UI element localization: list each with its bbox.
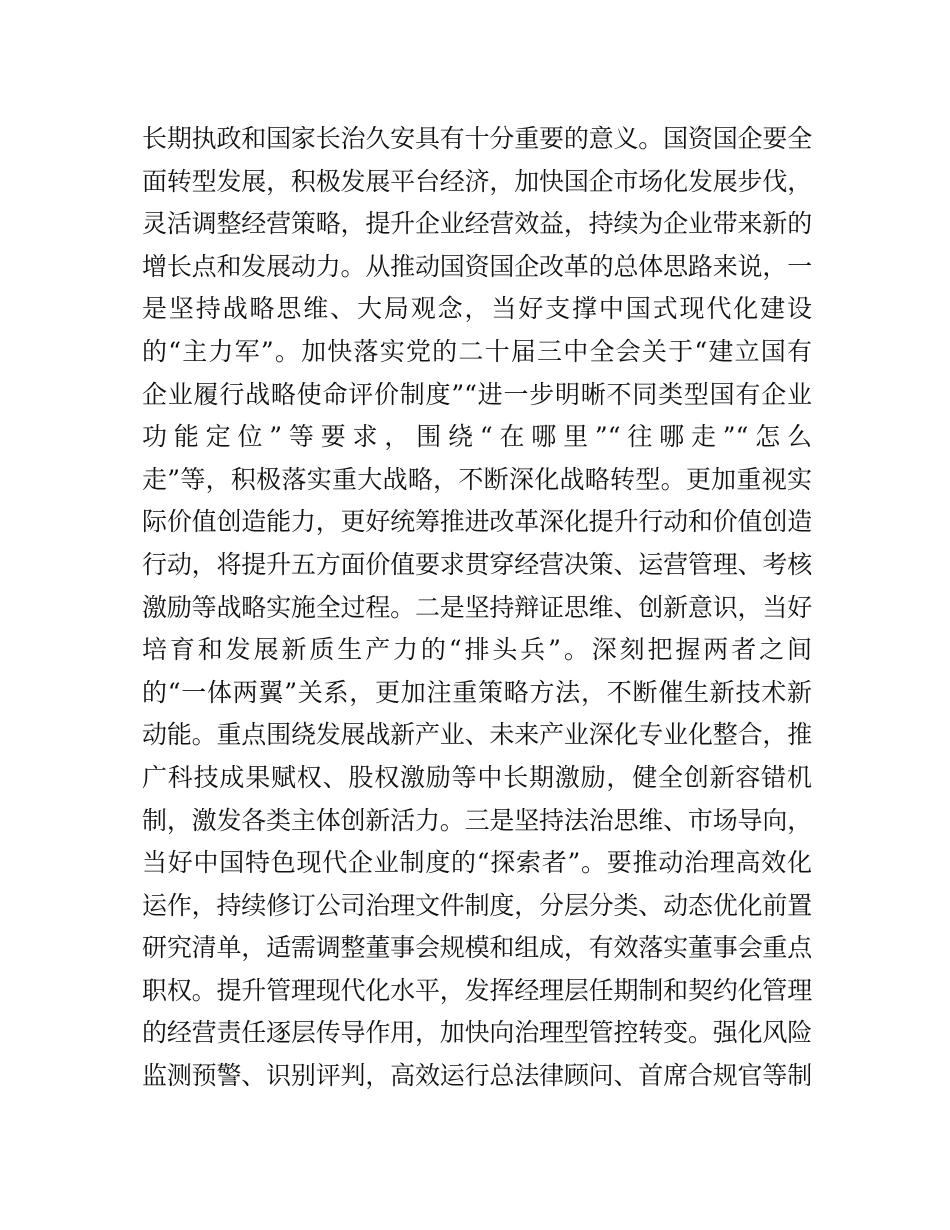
text-line-20: 研究清单，适需调整董事会规模和组成，有效落实董事会重点 (142, 933, 812, 963)
text-line-18: 当好中国特色现代企业制度的“探索者”。要推动治理高效化 (142, 848, 812, 878)
text-line-23: 监测预警、识别评判，高效运行总法律顾问、首席合规官等制 (142, 1061, 812, 1091)
text-line-21: 职权。提升管理现代化水平，发挥经理层任期制和契约化管理 (142, 975, 812, 1005)
text-line-16: 广科技成果赋权、股权激励等中长期激励，健全创新容错机 (142, 762, 812, 792)
text-line-1: 长期执政和国家长治久安具有十分重要的意义。国资国企要全 (142, 124, 812, 153)
text-line-22: 的经营责任逐层传导作用，加快向治理型管控转变。强化风险 (142, 1018, 812, 1048)
text-line-3: 灵活调整经营策略，提升企业经营效益，持续为企业带来新的 (142, 209, 812, 239)
text-line-2: 面转型发展，积极发展平台经济，加快国企市场化发展步伐， (142, 166, 812, 196)
body-text (142, 118, 812, 1098)
text-line-17: 制，激发各类主体创新活力。三是坚持法治思维、市场导向， (142, 805, 812, 835)
text-line-13: 培育和发展新质生产力的“排头兵”。深刻把握两者之间 (142, 635, 812, 665)
text-line-5: 是坚持战略思维、大局观念，当好支撑中国式现代化建设 (142, 294, 812, 324)
text-line-19: 运作，持续修订公司治理文件制度，分层分类、动态优化前置 (142, 890, 812, 920)
text-line-15: 动能。重点围绕发展战新产业、未来产业深化专业化整合，推 (142, 720, 812, 750)
text-line-11: 行动，将提升五方面价值要求贯穿经营决策、运营管理、考核 (142, 549, 812, 579)
text-line-7: 企业履行战略使命评价制度”“进一步明晰不同类型国有企业 (142, 379, 812, 409)
text-line-6: 的“主力军”。加快落实党的二十届三中全会关于“建立国有 (142, 336, 812, 366)
text-line-4: 增长点和发展动力。从推动国资国企改革的总体思路来说，一 (142, 251, 812, 281)
text-line-9: 走”等，积极落实重大战略，不断深化战略转型。更加重视实 (142, 464, 812, 494)
text-line-10: 际价值创造能力，更好统筹推进改革深化提升行动和价值创造 (142, 507, 812, 537)
text-line-14: 的“一体两翼”关系，更加注重策略方法，不断催生新技术新 (142, 677, 812, 707)
text-line-8: 功能定位”等要求，围绕“在哪里”“往哪走”“怎么 (142, 422, 812, 452)
text-line-12: 激励等战略实施全过程。二是坚持辩证思维、创新意识，当好 (142, 592, 812, 622)
